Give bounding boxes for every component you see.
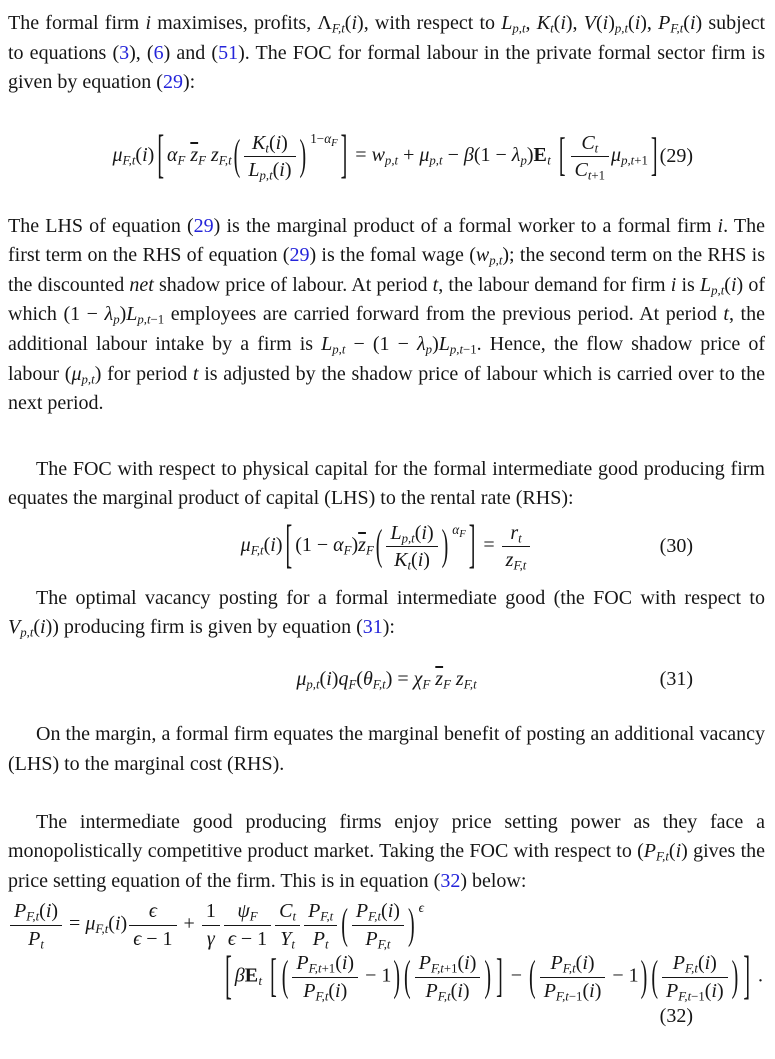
equation-29-body: $\mu_{F,t}(i)$ [ $\alpha_F$ $\overline{z}_F$ $z_{F,t}$ ( $\frac{K_t(i)}{L_{p,t}(i)}$ ) $^{1-\alpha_F}$ ] = $w_{p,t} + \mu_{p,t} - \beta(1 - \lambda_p)E_t$ [ $\frac{C_t}{C_{t+1}}$ $\mu_{p,t+1}$ ]	[112, 126, 658, 186]
eq-ref-6[interactable]: 6	[153, 41, 164, 64]
equation-32-line2: [ $\beta E_t$ [ ( $\frac{P_{F,t+1}(i)}{P_{F,t}(i)}$ − 1 ) ( $\frac{P_{F,t+1}(i)}{P_{F,t}(i)}$ ) ] − ( $\frac{P_{F,t}(i)}{P_{F,t-1}(i)}$ − 1 ) ( $\frac{P_{F,t}(i)}{P_{F,t-1}(i)}$ ) ] .	[225, 947, 763, 1006]
paragraph-foc-capital: The FOC with respect to physical capital for the formal intermediate good producing firm equates the marginal product of capital (LHS) to the rental rate (RHS):	[8, 457, 765, 510]
eq-ref-29[interactable]: 29	[193, 214, 214, 237]
equation-29	[8, 126, 765, 186]
eq-ref-32[interactable]: 32	[440, 869, 461, 892]
equation-29-number: (29)	[659, 144, 693, 167]
eq-ref-29[interactable]: 29	[289, 244, 310, 267]
equation-31-number: (31)	[659, 667, 693, 690]
eq-ref-29[interactable]: 29	[162, 71, 183, 94]
equation-30	[8, 516, 765, 576]
eq-ref-3[interactable]: 3	[119, 41, 130, 64]
equation-30-number: (30)	[659, 535, 693, 557]
paragraph-vacancy-posting: The optimal vacancy posting for a formal intermediate good (the FOC with respect to $V_{p,t}(i)$) producing firm is given by equation (31):	[8, 586, 765, 640]
paragraph-eq29-explanation: The LHS of equation (29) is the marginal product of a formal worker to a formal firm i. The first term on the RHS of equation (29) is the fomal wage $(w_{p,t})$; the second term on the RHS is the discounted net shadow price of labour. At period t, the labour demand for firm i is $L_{p,t}(i)$ of which $(1 - \lambda_p)L_{p,t-1}$ employees are carried forward from the previous period. At period t, the additional labour intake by a firm is $L_{p,t} - (1 - \lambda_p)L_{p,t-1}$. Hence, the flow shadow price of labour $(\mu_{p,t})$ for period t is adjusted by the shadow price of labour which is carried over to the next period.	[8, 214, 766, 415]
eq-ref-31[interactable]: 31	[362, 616, 383, 639]
equation-30-body: $\mu_{F,t}(i)$ [ $(1 - \alpha_F)\overline{z}_F$ ( $\frac{L_{p,t}(i)}{K_t(i)}$ ) $^{\alpha_F}$ ] = $\frac{r_t}{z_{F,t}}$	[241, 534, 533, 556]
equation-32-line1: $\frac{P_{F,t}(i)}{P_t}$ = $\mu_{F,t}(i)$ $\frac{\epsilon}{\epsilon - 1}$ + $\frac{1}{\gamma}$ $\frac{\psi_F}{\epsilon - 1}$ $\frac{C_t}{Y_t}$ $\frac{P_{F,t}}{P_t}$ ( $\frac{P_{F,t}(i)}{P_{F,t}}$ ) $^\epsilon$	[8, 900, 765, 950]
paragraph-margin-explanation: On the margin, a formal firm equates the marginal benefit of posting an additional vacancy (LHS) to the marginal cost (RHS).	[8, 723, 765, 776]
paragraph-price-setting: The intermediate good producing firms enjoy price setting power as they face a monopolistically competitive product market. Taking the FOC with respect to ($P_{F,t}(i)$ gives the price setting equation of the firm. This is in equation (32) below:	[8, 810, 766, 892]
equation-32	[8, 900, 765, 1031]
equation-31	[8, 665, 765, 695]
equation-31-body: $\mu_{p,t}(i)q_F(\theta_{F,t}) = \chi_F$ $\overline{z}_F$ $z_{F,t}$	[296, 667, 477, 692]
eq-ref-51[interactable]: 51	[218, 41, 239, 64]
paragraph-foc-intro: The formal firm i maximises, profits, $\Lambda_{F,t}(i)$, with respect to $L_{p,t}$, $K_t(i)$, $V(i)_{p,t}(i)$, $P_{F,t}(i)$ subject to equations (3), (6) and (51). The FOC for formal labour in the private formal sector firm is given by equation (29):	[8, 12, 766, 94]
equation-32-number: (32)	[659, 1005, 693, 1027]
